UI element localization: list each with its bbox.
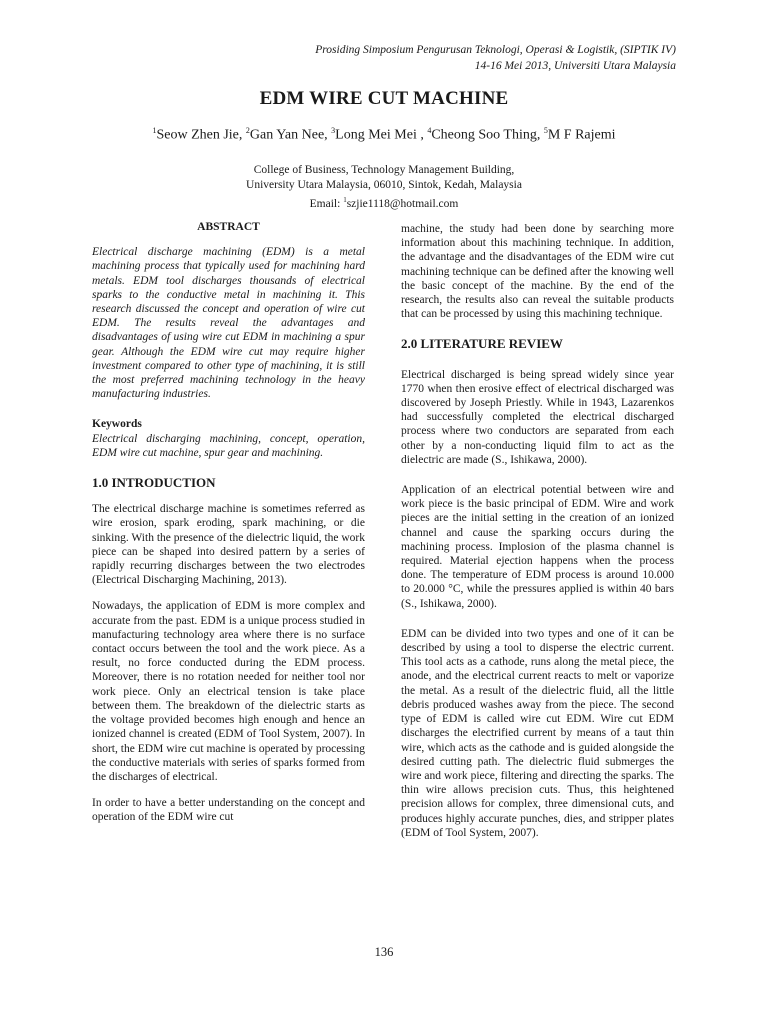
- left-column: [92, 220, 365, 825]
- introduction-paragraph-2: Nowadays, the application of EDM is more complex and accurate from the past. EDM is a unique process studied in manufacturing technology area where there is no surface contact occurs between the tool and the work piece. As a result, no force conducted during the EDM process. Moreover, there is no rotation needed for neither tool nor work piece. Only an electrical tension is take place between them. The breakdown of the dielectric starts as the voltage provided becomes high enough and hence an ionized channel is created (EDM of Tool System, 2007). In short, the EDM wire cut machine is operated by processing the conductive materials with series of sparks formed from the discharges of electrical.: [92, 600, 365, 783]
- author-2-name: Gan Yan Nee,: [249, 127, 332, 143]
- abstract-heading: ABSTRACT: [197, 221, 260, 233]
- paper-title: EDM WIRE CUT MACHINE: [259, 88, 509, 109]
- header-line-2: 14-16 Mei 2013, Universiti Utara Malaysia: [474, 60, 676, 72]
- author-3-number: 3: [331, 126, 336, 135]
- literature-review-heading: 2.0 LITERATURE REVIEW: [401, 336, 563, 352]
- email-sup: 1: [343, 196, 347, 204]
- author-2-number: 2: [245, 126, 250, 135]
- author-4-number: 4: [427, 126, 432, 135]
- author-1-number: 1: [152, 126, 157, 135]
- header-line-1: Prosiding Simposium Pengurusan Teknologi, Operasi & Logistik, (SIPTIK IV): [315, 44, 676, 56]
- affiliation-line-1: College of Business, Technology Management Building,: [253, 164, 515, 176]
- affiliation-line-2: University Utara Malaysia, 06010, Sintok, Kedah, Malaysia: [246, 179, 522, 191]
- running-header: [116, 42, 676, 74]
- right-column: [401, 222, 674, 840]
- introduction-heading: 1.0 INTRODUCTION: [92, 475, 216, 491]
- email-line: [0, 193, 768, 212]
- page-number: 136: [374, 945, 394, 959]
- continued-paragraph: machine, the study had been done by searching more information about this machining technique. In addition, the advantage and the disadvantages of the EDM wire cut machining technique can be defined after the knowing well the basic concept of the machine. By the end of the research, the results also can reveal the suitable products that can be processed by using this machining technique.: [401, 223, 674, 321]
- abstract-text: Electrical discharge machining (EDM) is a metal machining process that typically used for machining hard metals. EDM tool discharges thousands of electrical sparks to the conductive metal in machining it. This research discussed the concept and operation of wire cut EDM. The results reveal the advantages and disadvantages of using wire cut EDM in machining a spur gear. Although the EDM wire cut may require higher investment compared to other type of machining, it is still the most preferred machining technology in the heavy manufacturing industries.: [92, 246, 365, 401]
- affiliation-block: [0, 163, 768, 212]
- literature-paragraph-3: EDM can be divided into two types and one of it can be described by using a tool to disperse the electric current. This tool acts as a cathode, runs along the metal piece, the anode, and the electrical current reacts to melt or vaporize the metal. As a result of the dielectric fluid, all the little debris produced washes away from the piece. The second type of EDM is called wire cut EDM. Wire cut EDM discharges the electrified current by means of a taut thin wire, which acts as the cathode and is guided alongside the desired cutting path. The dielectric fluid submerges the wire and work piece, filtering and directing the sparks. The thin wire allows precision cuts. Thus, this heightened precision allows for complex, three dimensional cuts, and produces highly accurate punches, dies, and stripper plates (EDM of Tool System, 2007).: [401, 627, 674, 839]
- literature-paragraph-2: Application of an electrical potential between wire and work piece is the basic principal of EDM. Wire and work pieces are the initial setting in the creation of an ionized channel and cause the sparking occurs during the machining process. Implosion of the plasma channel is required. Material ejection happens when the process done. The temperature of EDM process is around 10.000 to 20.000 °C, while the pressures applied is within 40 bars (S., Ishikawa, 2000).: [401, 484, 674, 610]
- literature-paragraph-1: Electrical discharged is being spread widely since year 1770 when then erosive effect of electrical discharged was discovered by Joseph Priestly. While in 1943, Lazarenkos had successfully completed the electrical discharged process where two conductors are separated from each other by a non-conducting liquid film to act as the dielectric are made (S., Ishikawa, 2000).: [401, 368, 674, 466]
- introduction-paragraph-3: In order to have a better understanding on the concept and operation of the EDM wire cut: [92, 797, 365, 824]
- keywords-text: Electrical discharging machining, concept, operation, EDM wire cut machine, spur gear and machining.: [92, 432, 365, 459]
- author-1-name: Seow Zhen Jie,: [156, 127, 246, 143]
- keywords-heading: Keywords: [92, 418, 142, 431]
- author-5-name: M F Rajemi: [547, 127, 616, 143]
- author-5-number: 5: [543, 126, 548, 135]
- email-address[interactable]: szjie1118@hotmail.com: [346, 197, 459, 210]
- author-list: [0, 126, 768, 144]
- introduction-paragraph-1: The electrical discharge machine is sometimes referred as wire erosion, spark eroding, spark machining, or die sinking. With the presence of the dielectric liquid, the work piece can be shaped into desired pattern by a series of rapidly recurring discharges between the two electrodes (Electrical Discharging Machining, 2013).: [92, 503, 366, 587]
- author-3-name: Long Mei Mei ,: [335, 127, 428, 143]
- author-4-name: Cheong Soo Thing,: [431, 127, 544, 143]
- email-label: Email:: [309, 197, 344, 210]
